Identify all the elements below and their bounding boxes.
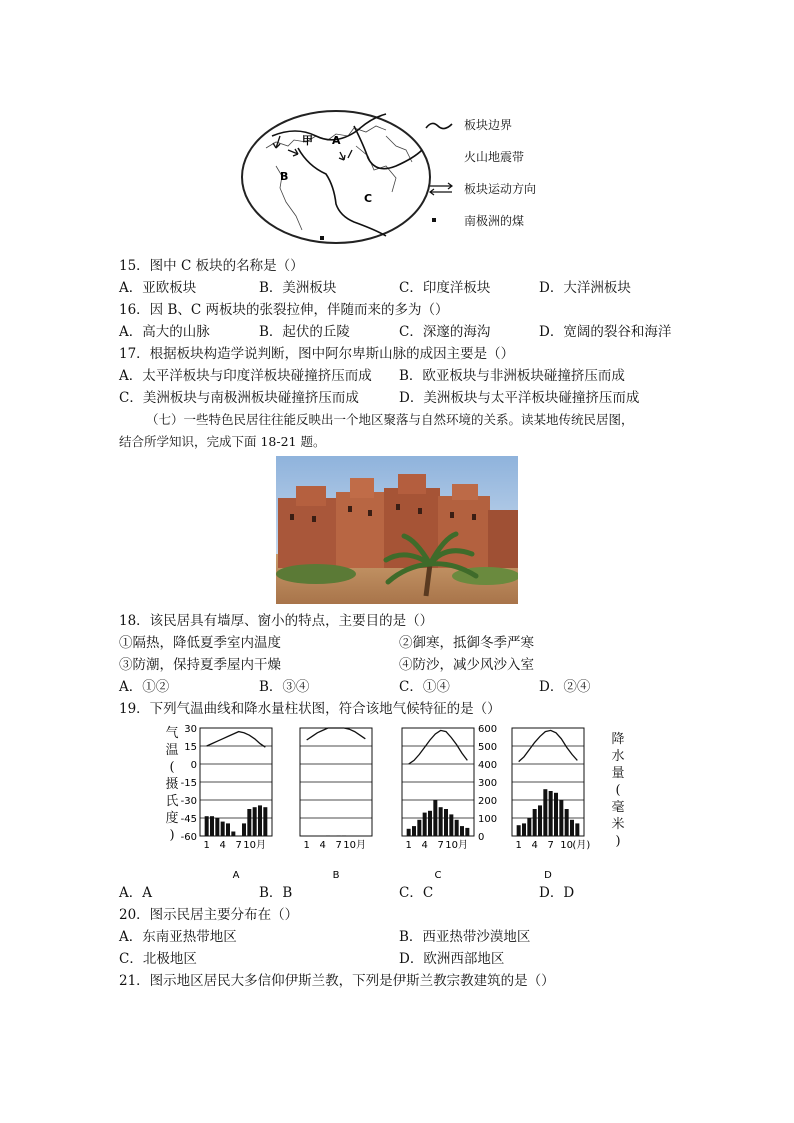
section7-intro-line1: （七）一些特色民居往往能反映出一个地区聚落与自然环境的关系。读某地传统民居图， bbox=[146, 412, 634, 427]
map-label-a: A bbox=[332, 134, 341, 147]
month-tick: (月) bbox=[572, 840, 591, 851]
month-tick: 7 bbox=[437, 840, 444, 851]
precip-bar-C bbox=[433, 800, 437, 836]
precip-bar-C bbox=[460, 826, 464, 836]
temp-label-char: ) bbox=[169, 828, 175, 843]
plate-map bbox=[236, 106, 436, 248]
month-tick: 4 bbox=[421, 840, 428, 851]
precip-label-char: 量 bbox=[611, 766, 625, 781]
month-tick: 4 bbox=[531, 840, 538, 851]
q19-option-b: B．B bbox=[259, 885, 293, 901]
temp-label-char: 摄 bbox=[165, 777, 179, 792]
temp-tick: 15 bbox=[184, 742, 197, 753]
month-tick: 10月 bbox=[343, 840, 367, 851]
precip-tick: 200 bbox=[478, 796, 498, 807]
map-label-b: B bbox=[280, 170, 289, 183]
q18-option-b: B．③④ bbox=[259, 679, 310, 695]
temp-tick: -45 bbox=[180, 814, 197, 825]
q19-option-a: A．A bbox=[119, 885, 152, 901]
precip-bar-C bbox=[444, 809, 448, 836]
q19-stem: 19．下列气温曲线和降水量柱状图，符合该地气候特征的是（） bbox=[119, 701, 501, 717]
precip-tick: 300 bbox=[478, 778, 498, 789]
legend-plate-boundary bbox=[424, 116, 604, 136]
q17-option-c: C．美洲板块与南极洲板块碰撞挤压而成 bbox=[119, 390, 359, 406]
precip-bar-A bbox=[242, 823, 246, 836]
precip-bar-D bbox=[559, 800, 563, 836]
precip-bar-C bbox=[449, 814, 453, 836]
q18-statement-4: ④防沙，减少风沙入室 bbox=[399, 657, 534, 673]
q17-option-a: A．太平洋板块与印度洋板块碰撞挤压而成 bbox=[119, 368, 372, 384]
precip-tick: 400 bbox=[478, 760, 498, 771]
month-tick: 7 bbox=[235, 840, 242, 851]
q15-option-b: B．美洲板块 bbox=[259, 280, 337, 296]
precip-bar-B bbox=[342, 835, 346, 836]
q21-stem: 21．图示地区居民大多信仰伊斯兰教，下列是伊斯兰教宗教建筑的是（） bbox=[119, 973, 555, 989]
month-tick: 10 bbox=[560, 840, 574, 851]
q19-option-c: C．C bbox=[399, 885, 434, 901]
precip-bar-D bbox=[554, 793, 558, 836]
precip-bar-C bbox=[423, 813, 427, 836]
precip-label-char: 毫 bbox=[611, 800, 625, 815]
legend-plate-motion-label: 板块运动方向 bbox=[464, 182, 537, 196]
precip-bar-D bbox=[549, 791, 553, 836]
precip-bar-C bbox=[428, 811, 432, 836]
q16-option-c: C．深邃的海沟 bbox=[399, 324, 491, 340]
temp-label-char: 气 bbox=[165, 726, 179, 741]
q15-option-c: C．印度洋板块 bbox=[399, 280, 491, 296]
temp-tick: -30 bbox=[180, 796, 197, 807]
precip-tick: 100 bbox=[478, 814, 498, 825]
precip-bar-A bbox=[215, 818, 219, 836]
q18-stem: 18．该民居具有墙厚、窗小的特点，主要目的是（） bbox=[119, 613, 434, 629]
precip-tick: 600 bbox=[478, 724, 498, 735]
legend-volcano-belt bbox=[424, 148, 604, 168]
precip-bar-D bbox=[570, 820, 574, 836]
chart-label-D: D bbox=[544, 870, 552, 880]
month-tick: 10月 bbox=[445, 840, 469, 851]
precip-bar-D bbox=[527, 818, 531, 836]
dwelling-photo bbox=[276, 456, 518, 604]
precip-bar-B bbox=[326, 835, 330, 836]
climate-charts bbox=[160, 722, 630, 880]
precip-label-char: 米 bbox=[611, 817, 625, 832]
q20-option-b: B．西亚热带沙漠地区 bbox=[399, 929, 531, 945]
q20-option-d: D．欧洲西部地区 bbox=[399, 951, 505, 967]
month-tick: 7 bbox=[547, 840, 554, 851]
q15-option-d: D．大洋洲板块 bbox=[539, 280, 631, 296]
precip-bar-A bbox=[258, 805, 262, 836]
precip-bar-B bbox=[337, 835, 341, 836]
precip-tick: 500 bbox=[478, 742, 498, 753]
temp-label-char: ( bbox=[169, 760, 175, 775]
q16-stem: 16．因 B、C 两板块的张裂拉伸，伴随而来的多为（） bbox=[119, 302, 449, 318]
precip-bar-A bbox=[263, 807, 267, 836]
precip-bar-D bbox=[533, 809, 537, 836]
q20-stem: 20．图示民居主要分布在（） bbox=[119, 907, 299, 923]
month-tick: 1 bbox=[515, 840, 522, 851]
precip-bar-D bbox=[543, 789, 547, 836]
temp-tick: -60 bbox=[180, 832, 197, 843]
month-tick: 10月 bbox=[243, 840, 267, 851]
q18-option-c: C．①④ bbox=[399, 679, 450, 695]
precip-label-char: 降 bbox=[611, 732, 625, 747]
coal-marker-icon bbox=[320, 236, 324, 240]
q15-stem: 15．图中 C 板块的名称是（） bbox=[119, 258, 304, 274]
temp-curve-A bbox=[207, 732, 266, 748]
precip-bar-A bbox=[247, 809, 251, 836]
precip-tick: 0 bbox=[478, 832, 485, 843]
q20-option-c: C．北极地区 bbox=[119, 951, 197, 967]
temp-label-char: 氏 bbox=[165, 794, 179, 809]
chart-label-C: C bbox=[434, 870, 442, 880]
month-tick: 1 bbox=[203, 840, 210, 851]
q15-option-a: A．亚欧板块 bbox=[119, 280, 197, 296]
legend-volcano-belt-label: 火山地震带 bbox=[464, 150, 525, 164]
precip-label-char: ) bbox=[615, 834, 621, 849]
q16-option-a: A．高大的山脉 bbox=[119, 324, 210, 340]
q16-option-b: B．起伏的丘陵 bbox=[259, 324, 350, 340]
month-tick: 7 bbox=[335, 840, 342, 851]
q20-option-a: A．东南亚热带地区 bbox=[119, 929, 237, 945]
legend-plate-boundary-label: 板块边界 bbox=[464, 118, 513, 132]
precip-bar-C bbox=[439, 807, 443, 836]
legend-coal-label: 南极洲的煤 bbox=[464, 214, 525, 228]
month-tick: 1 bbox=[303, 840, 310, 851]
month-tick: 1 bbox=[405, 840, 412, 851]
month-tick: 4 bbox=[319, 840, 326, 851]
temp-tick: 30 bbox=[184, 724, 197, 735]
q17-stem: 17．根据板块构造学说判断，图中阿尔卑斯山脉的成因主要是（） bbox=[119, 346, 515, 362]
map-label-c: C bbox=[364, 192, 373, 205]
q18-statement-2: ②御寒，抵御冬季严寒 bbox=[399, 635, 534, 651]
map-label-jia: 甲 bbox=[302, 134, 313, 147]
precip-bar-A bbox=[226, 823, 230, 836]
precip-bar-C bbox=[455, 820, 459, 836]
q18-statement-1: ①隔热，降低夏季室内温度 bbox=[119, 635, 281, 651]
precip-bar-C bbox=[407, 829, 411, 836]
q18-option-d: D．②④ bbox=[539, 679, 591, 695]
temp-tick: 0 bbox=[190, 760, 197, 771]
precip-bar-D bbox=[575, 823, 579, 836]
precip-bar-A bbox=[210, 816, 214, 836]
precip-bar-D bbox=[538, 805, 542, 836]
temp-curve-B bbox=[307, 728, 366, 740]
precip-bar-A bbox=[205, 816, 209, 836]
q16-option-d: D．宽阔的裂谷和海洋 bbox=[539, 324, 672, 340]
precip-bar-D bbox=[565, 809, 569, 836]
legend-plate-motion bbox=[424, 180, 604, 200]
precip-bar-D bbox=[522, 823, 526, 836]
precip-label-char: ( bbox=[615, 783, 621, 798]
precip-label-char: 水 bbox=[611, 749, 625, 764]
temp-curve-C bbox=[409, 730, 468, 764]
precip-bar-A bbox=[221, 822, 225, 836]
precip-bar-D bbox=[517, 825, 521, 836]
temp-tick: -15 bbox=[180, 778, 197, 789]
chart-label-B: B bbox=[332, 870, 340, 880]
precip-bar-C bbox=[412, 826, 416, 836]
plate-boundary-icon bbox=[424, 120, 454, 132]
q18-option-a: A．①② bbox=[119, 679, 170, 695]
climate-charts-svg bbox=[160, 722, 630, 880]
dwelling-illustration bbox=[276, 456, 518, 604]
q19-option-d: D．D bbox=[539, 885, 575, 901]
chart-label-A: A bbox=[232, 870, 240, 880]
legend-coal bbox=[424, 212, 604, 232]
precip-bar-C bbox=[465, 828, 469, 836]
coal-square-icon bbox=[432, 218, 436, 222]
section7-intro-line2: 结合所学知识，完成下面 18-21 题。 bbox=[119, 434, 326, 449]
q18-statement-3: ③防潮，保持夏季屋内干燥 bbox=[119, 657, 281, 673]
q17-option-d: D．美洲板块与太平洋板块碰撞挤压而成 bbox=[399, 390, 640, 406]
plate-map-figure bbox=[236, 106, 596, 248]
q17-option-b: B．欧亚板块与非洲板块碰撞挤压而成 bbox=[399, 368, 625, 384]
month-tick: 4 bbox=[219, 840, 226, 851]
precip-bar-A bbox=[231, 832, 235, 837]
precip-bar-A bbox=[253, 807, 257, 836]
precip-bar-C bbox=[417, 820, 421, 836]
temp-label-char: 温 bbox=[165, 743, 179, 758]
double-arrow-icon bbox=[426, 182, 456, 196]
temp-label-char: 度 bbox=[165, 811, 179, 826]
